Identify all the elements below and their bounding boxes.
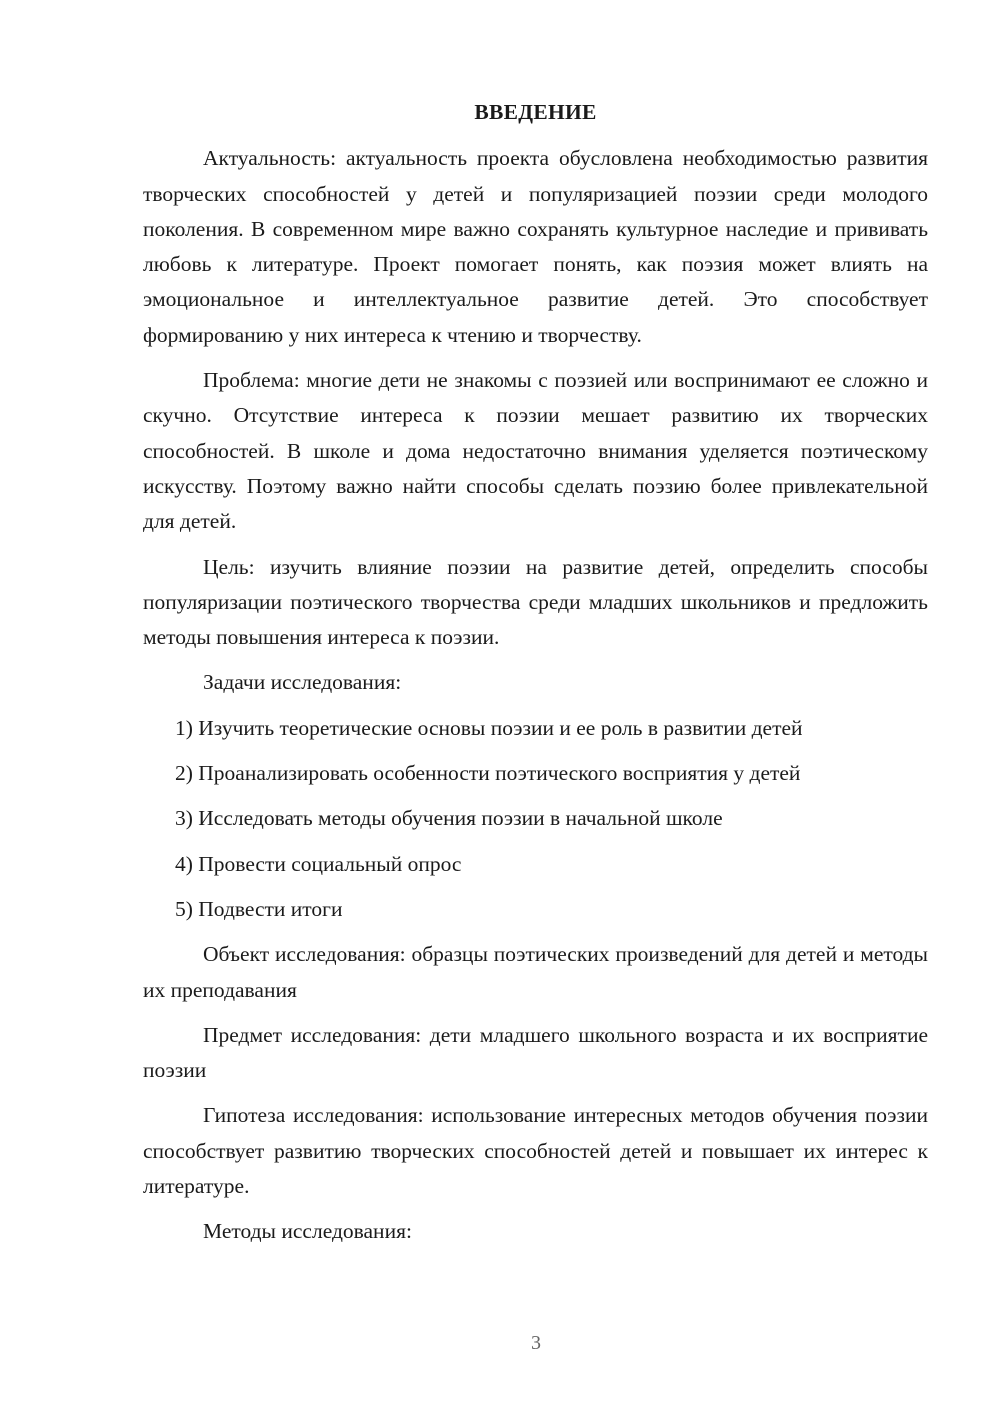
- page-number: 3: [531, 1332, 541, 1354]
- problem-paragraph: Проблема: многие дети не знакомы с поэзией или воспринимают ее сложно и скучно. Отсутствие интереса к поэзии мешает развитию их творческих способностей. В школе и дома недостаточно внимания уделяется поэтическому искусству. Поэтому важно найти способы сделать поэзию более привлекательной для детей.: [143, 368, 928, 534]
- tasks-heading: Задачи исследования:: [203, 670, 402, 695]
- relevance-paragraph: Актуальность: актуальность проекта обусловлена необходимостью развития творческих способностей у детей и популяризацией поэзии среди молодого поколения. В современном мире важно сохранять культурное наследие и прививать любовь к литературе. Проект помогает понять, как поэзия может влиять на эмоциональное и интеллектуальное развитие детей. Это способствует формированию у них интереса к чтению и творчеству.: [143, 146, 928, 347]
- methods-heading: Методы исследования:: [203, 1219, 412, 1244]
- hypothesis-paragraph: Гипотеза исследования: использование интересных методов обучения поэзии способствует развитию творческих способностей детей и повышает их интерес к литературе.: [143, 1103, 928, 1199]
- list-item: 5) Подвести итоги: [175, 896, 343, 921]
- list-item: 3) Исследовать методы обучения поэзии в начальной школе: [175, 806, 723, 831]
- goal-paragraph: Цель: изучить влияние поэзии на развитие детей, определить способы популяризации поэтического творчества среди младших школьников и предложить методы повышения интереса к поэзии.: [143, 554, 928, 650]
- subject-paragraph: Предмет исследования: дети младшего школьного возраста и их восприятие поэзии: [143, 1022, 928, 1083]
- object-paragraph: Объект исследования: образцы поэтических произведений для детей и методы их преподавания: [143, 942, 928, 1002]
- list-item: 1) Изучить теоретические основы поэзии и ее роль в развитии детей: [175, 715, 803, 740]
- document-page: [143, 95, 928, 1260]
- list-item: 4) Провести социальный опрос: [175, 851, 462, 876]
- page-title: ВВЕДЕНИЕ: [474, 100, 597, 124]
- list-item: 2) Проанализировать особенности поэтического восприятия у детей: [175, 761, 801, 786]
- tasks-list: [143, 711, 928, 927]
